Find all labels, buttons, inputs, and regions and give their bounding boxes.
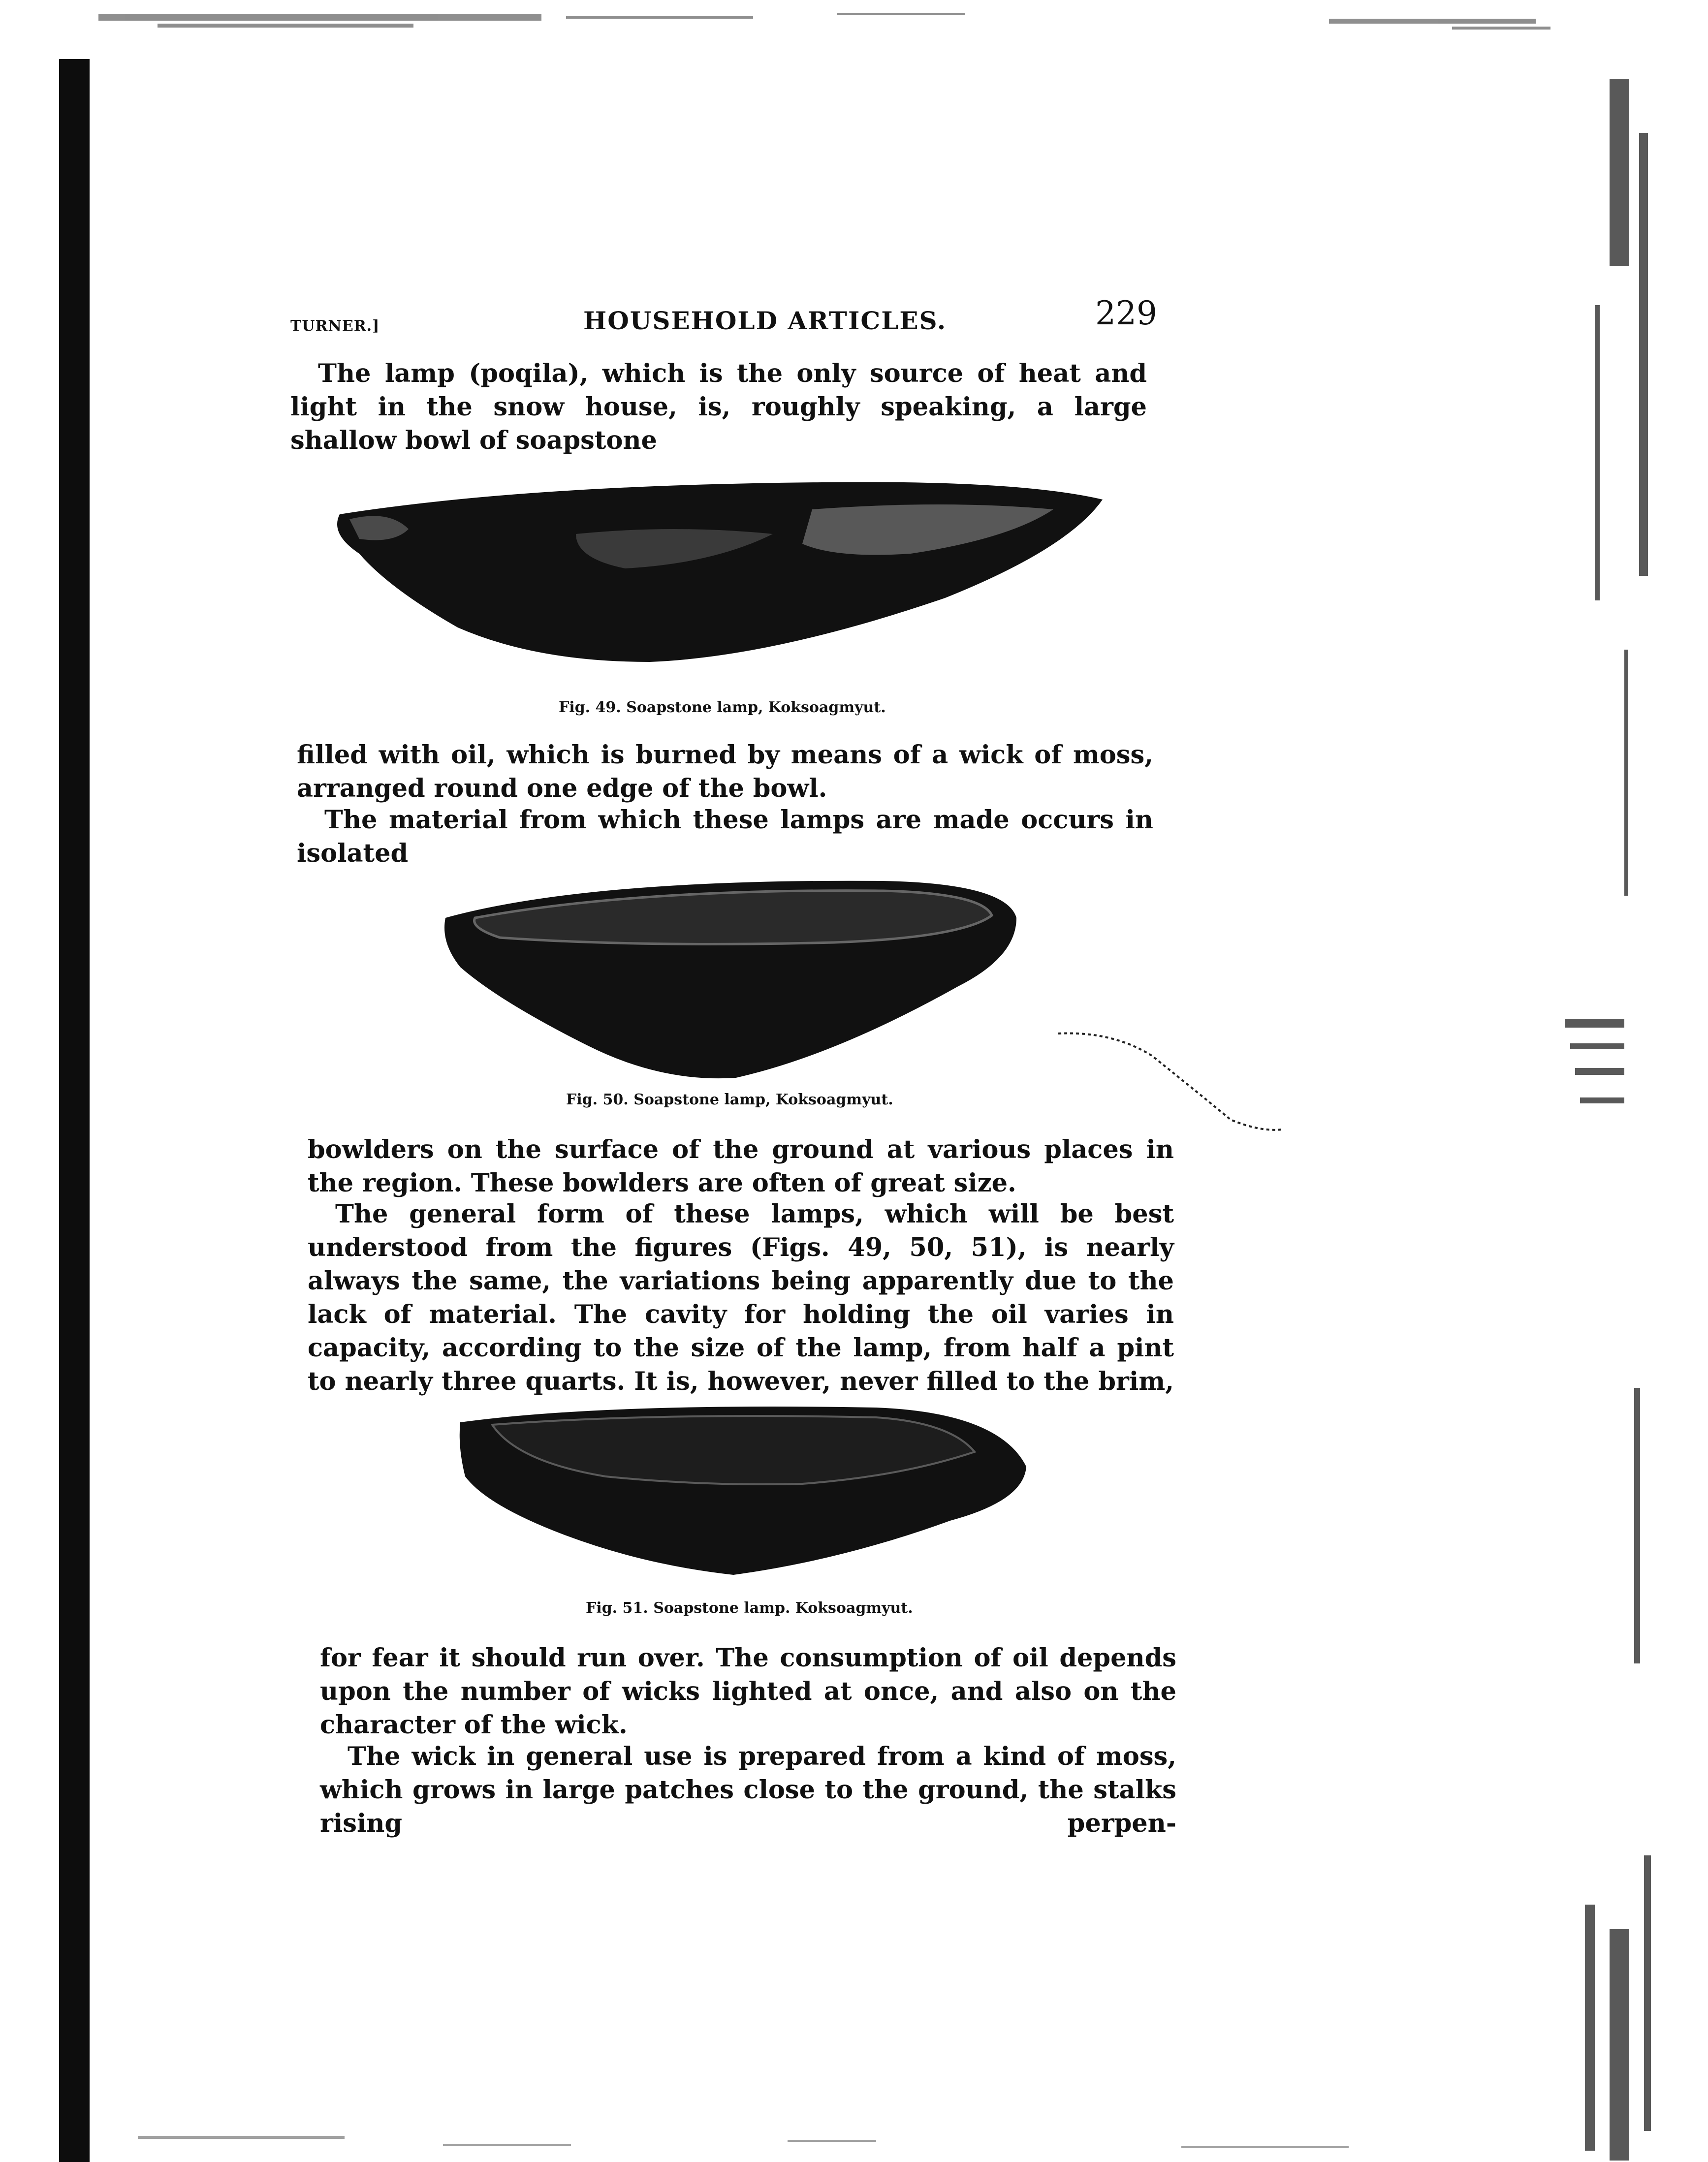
scan-noise-bottom	[98, 2116, 1575, 2162]
running-head-author: TURNER.]	[290, 317, 380, 335]
scan-stray-mark	[1053, 1031, 1285, 1134]
figure-caption: Fig. 49. Soapstone lamp, Koksoagmyut.	[559, 699, 886, 716]
running-head-title: HOUSEHOLD ARTICLES.	[583, 306, 947, 335]
body-paragraph: The wick in general use is prepared from a kind of moss, which grows in large patches close to the ground, the stalks rising perpen-	[320, 1742, 1176, 1838]
lamp-illustration-fig-49	[330, 480, 1107, 664]
body-paragraph: The material from which these lamps are made occurs in isolated	[297, 805, 1153, 868]
lamp-illustration-fig-50	[441, 878, 1021, 1085]
scan-binding-edge	[59, 59, 90, 2162]
scan-noise-right	[1565, 59, 1708, 2162]
lamp-illustration-fig-51	[458, 1403, 1029, 1580]
body-paragraph: The lamp (poqila), which is the only source of heat and light in the snow house, is, roughly speaking, a large shallow bowl of soapstone	[290, 359, 1147, 455]
figure-caption: Fig. 51. Soapstone lamp. Koksoagmyut.	[586, 1599, 913, 1617]
body-paragraph: The general form of these lamps, which will be best understood from the figures (Figs. 49, 50, 51), is nearly always the same, the variations being apparently due to the lack of material. The cavity for holding the oil varies in capacity, according to the size of the lamp, from half a pint to nearly three quarts. It is, however, never filled to the brim,	[308, 1199, 1174, 1396]
figure-caption: Fig. 50. Soapstone lamp, Koksoagmyut.	[566, 1091, 893, 1108]
page-number: 229	[1095, 294, 1157, 332]
body-paragraph: for fear it should run over. The consumption of oil depends upon the number of wicks lighted at once, and also on the character of the wick.	[320, 1643, 1176, 1740]
scan-noise-top	[98, 9, 1575, 48]
body-paragraph: filled with oil, which is burned by means of a wick of moss, arranged round one edge of the bowl.	[297, 740, 1153, 803]
body-paragraph: bowlders on the surface of the ground at various places in the region. These bowlders are often of great size.	[308, 1135, 1174, 1198]
